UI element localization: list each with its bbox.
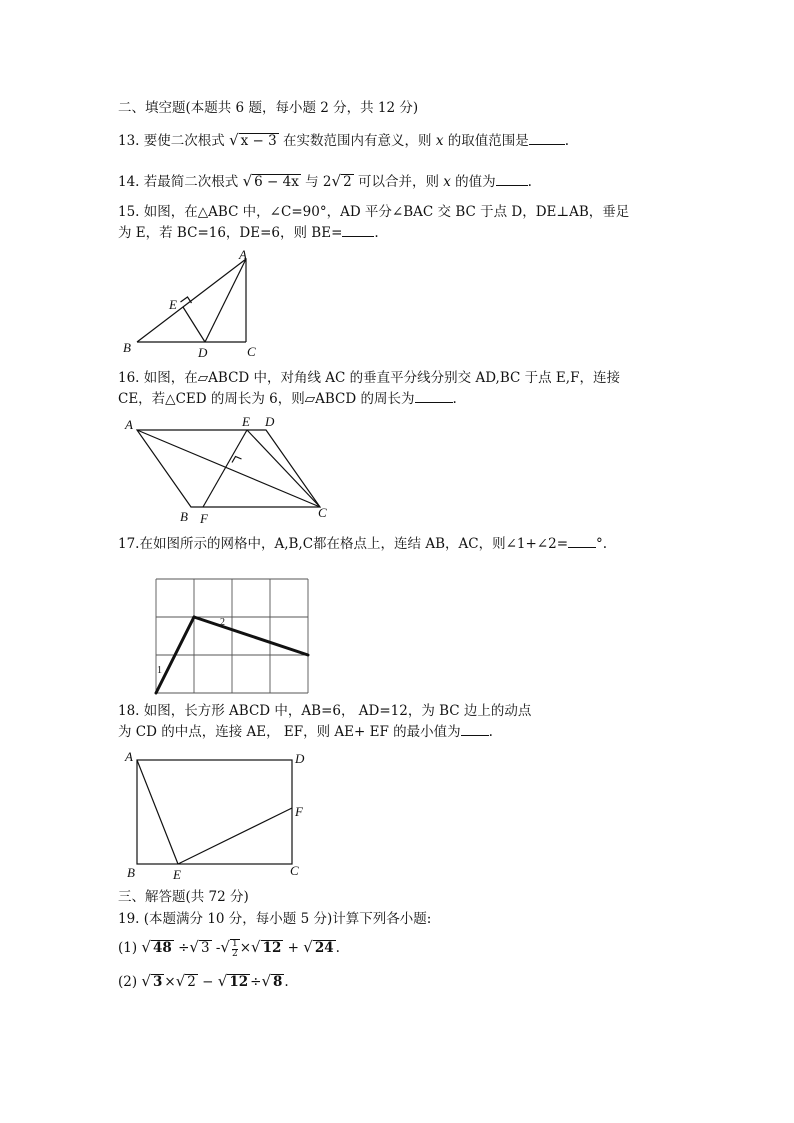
q14-end: . bbox=[527, 174, 532, 190]
segment-de bbox=[183, 307, 205, 342]
q15-line-2 bbox=[118, 224, 379, 242]
q18-text-a: 为 CD 的中点，连接 AE， EF，则 AE+ EF 的最小值为 bbox=[118, 724, 461, 740]
grid-lines bbox=[156, 579, 308, 693]
radical-sign: √ bbox=[229, 131, 239, 149]
q13-text-a: 13. 要使二次根式 bbox=[118, 133, 225, 149]
label-b: B bbox=[123, 340, 131, 355]
right-angle-mark bbox=[232, 457, 242, 463]
label-b: B bbox=[127, 865, 135, 880]
radical-sign: √ bbox=[217, 972, 228, 990]
q19-p2-radicand-2: 2 bbox=[187, 974, 196, 990]
q19-p1-op-3: × bbox=[239, 940, 252, 956]
q16-end: . bbox=[452, 391, 457, 407]
q19-p1-radicand-2: 3 bbox=[200, 940, 210, 956]
segment-ec bbox=[247, 430, 320, 507]
q14-radicand-2: 2 bbox=[343, 174, 352, 190]
segment-ef bbox=[178, 808, 292, 864]
q14-answer-blank[interactable] bbox=[496, 173, 528, 186]
label-b: B bbox=[180, 509, 188, 524]
segment-ac bbox=[194, 617, 308, 655]
q19-p1-end: . bbox=[335, 940, 340, 956]
radical-sign: √ bbox=[141, 938, 151, 956]
segment-ba bbox=[137, 259, 246, 342]
q19-p2-radicand-3: 12 bbox=[229, 974, 249, 990]
q15-triangle-figure bbox=[115, 245, 275, 365]
q19-p1-radicand-1: 48 bbox=[152, 940, 172, 956]
label-d: D bbox=[265, 414, 275, 429]
section-2-title: 二、填空题(本题共 6 题，每小题 2 分，共 12 分) bbox=[118, 100, 419, 116]
q19-p2-end: . bbox=[284, 974, 289, 990]
angle-1-label: 1 bbox=[157, 665, 162, 676]
q14-radicand: 6 − 4x bbox=[254, 174, 299, 190]
label-f: F bbox=[295, 804, 303, 819]
q14-text-b: 与 2 bbox=[305, 174, 332, 190]
q16-line-2 bbox=[118, 390, 457, 408]
radical-sign: √ bbox=[331, 172, 342, 190]
q17-grid-figure bbox=[150, 575, 315, 700]
label-a: A bbox=[239, 247, 247, 262]
label-c: C bbox=[290, 863, 299, 878]
q16-parallelogram-figure bbox=[115, 412, 340, 530]
radical-sign: √ bbox=[303, 938, 313, 956]
q15-line-1: 15. 如图，在△ABC 中，∠C=90°，AD 平分∠BAC 交 BC 于点 D，DE⊥AB，垂足 bbox=[118, 204, 630, 220]
q19-p1-op-4: + bbox=[287, 940, 299, 956]
q14-text-c: 可以合并，则 bbox=[357, 174, 439, 190]
label-f: F bbox=[200, 511, 208, 526]
q19-part-1 bbox=[118, 938, 340, 959]
angle-2-label: 2 bbox=[220, 617, 225, 628]
q18-line-2 bbox=[118, 723, 493, 741]
q13-variable: x bbox=[435, 133, 444, 149]
label-c: C bbox=[318, 505, 327, 520]
radical-sign: √ bbox=[141, 972, 151, 990]
q19-p2-radicand-4: 8 bbox=[273, 974, 283, 990]
q19-p2-op-3: ÷ bbox=[250, 974, 262, 990]
q19-p1-op-1: ÷ bbox=[178, 940, 190, 956]
section-3-title: 三、解答题(共 72 分) bbox=[118, 889, 249, 905]
q19-part-2 bbox=[118, 972, 289, 991]
q16-text-a: CE，若△CED 的周长为 6，则▱ABCD 的周长为 bbox=[118, 391, 415, 407]
label-a: A bbox=[125, 417, 133, 432]
q15-end: . bbox=[374, 225, 379, 241]
label-a: A bbox=[125, 749, 133, 764]
label-c: C bbox=[247, 344, 256, 359]
radical-sign: √ bbox=[189, 938, 199, 956]
q16-answer-blank[interactable] bbox=[415, 390, 453, 403]
fraction-denominator: 2 bbox=[231, 948, 238, 959]
question-14 bbox=[118, 172, 532, 191]
segment-ad bbox=[205, 259, 246, 342]
radical-sign: √ bbox=[175, 972, 186, 990]
q14-variable: x bbox=[443, 174, 451, 190]
fraction-numerator: 1 bbox=[231, 938, 238, 949]
question-17 bbox=[118, 535, 607, 553]
label-d: D bbox=[198, 345, 208, 360]
label-e: E bbox=[173, 867, 181, 882]
q19-p1-fraction bbox=[230, 939, 240, 959]
radical-sign: √ bbox=[261, 972, 271, 990]
q19-p2-op-1: × bbox=[164, 974, 176, 990]
q13-text-b: 在实数范围内有意义，则 bbox=[283, 133, 432, 149]
segment-ae bbox=[137, 760, 178, 864]
q14-text-a: 14. 若最简二次根式 bbox=[118, 174, 239, 190]
q17-text-a: 17.在如图所示的网格中，A,B,C都在格点上，连结 AB，AC，则∠1+∠2= bbox=[118, 536, 569, 552]
label-d: D bbox=[295, 751, 305, 766]
label-e: E bbox=[169, 297, 177, 312]
q15-answer-blank[interactable] bbox=[342, 224, 374, 237]
radical-sign: √ bbox=[220, 938, 230, 956]
q17-answer-blank[interactable] bbox=[568, 535, 596, 548]
q13-end: . bbox=[564, 133, 570, 149]
q19-p1-op-2: - bbox=[215, 940, 221, 956]
q13-answer-blank[interactable] bbox=[529, 132, 565, 145]
q19-p1-label: (1) bbox=[118, 940, 138, 956]
q18-line-1: 18. 如图，长方形 ABCD 中，AB=6， AD=12，为 BC 边上的动点 bbox=[118, 703, 532, 719]
q19-p1-radicand-3: 12 bbox=[262, 940, 282, 956]
rectangle-abcd bbox=[137, 760, 292, 864]
label-e: E bbox=[242, 414, 250, 429]
q19-header: 19. (本题满分 10 分，每小题 5 分)计算下列各小题: bbox=[118, 911, 432, 927]
q17-end: °. bbox=[596, 536, 608, 552]
q19-p2-op-2: − bbox=[202, 974, 214, 990]
q16-line-1: 16. 如图，在▱ABCD 中，对角线 AC 的垂直平分线分别交 AD,BC 于点 E,F，连接 bbox=[118, 370, 620, 386]
q13-text-c: 的取值范围是 bbox=[447, 133, 529, 149]
radical-sign: √ bbox=[242, 172, 253, 190]
segment-ef bbox=[203, 430, 247, 507]
question-13 bbox=[118, 131, 569, 150]
q19-p2-radicand-1: 3 bbox=[152, 974, 163, 990]
q18-rectangle-figure bbox=[115, 745, 315, 885]
q18-answer-blank[interactable] bbox=[461, 723, 489, 736]
q19-p1-radicand-4: 24 bbox=[314, 940, 334, 956]
q15-text-a: 为 E，若 BC=16，DE=6，则 BE= bbox=[118, 225, 343, 241]
q19-p2-label: (2) bbox=[118, 974, 138, 990]
q14-text-d: 的值为 bbox=[455, 174, 496, 190]
radical-sign: √ bbox=[251, 938, 261, 956]
q18-end: . bbox=[488, 724, 493, 740]
q13-radicand: x − 3 bbox=[240, 133, 277, 149]
